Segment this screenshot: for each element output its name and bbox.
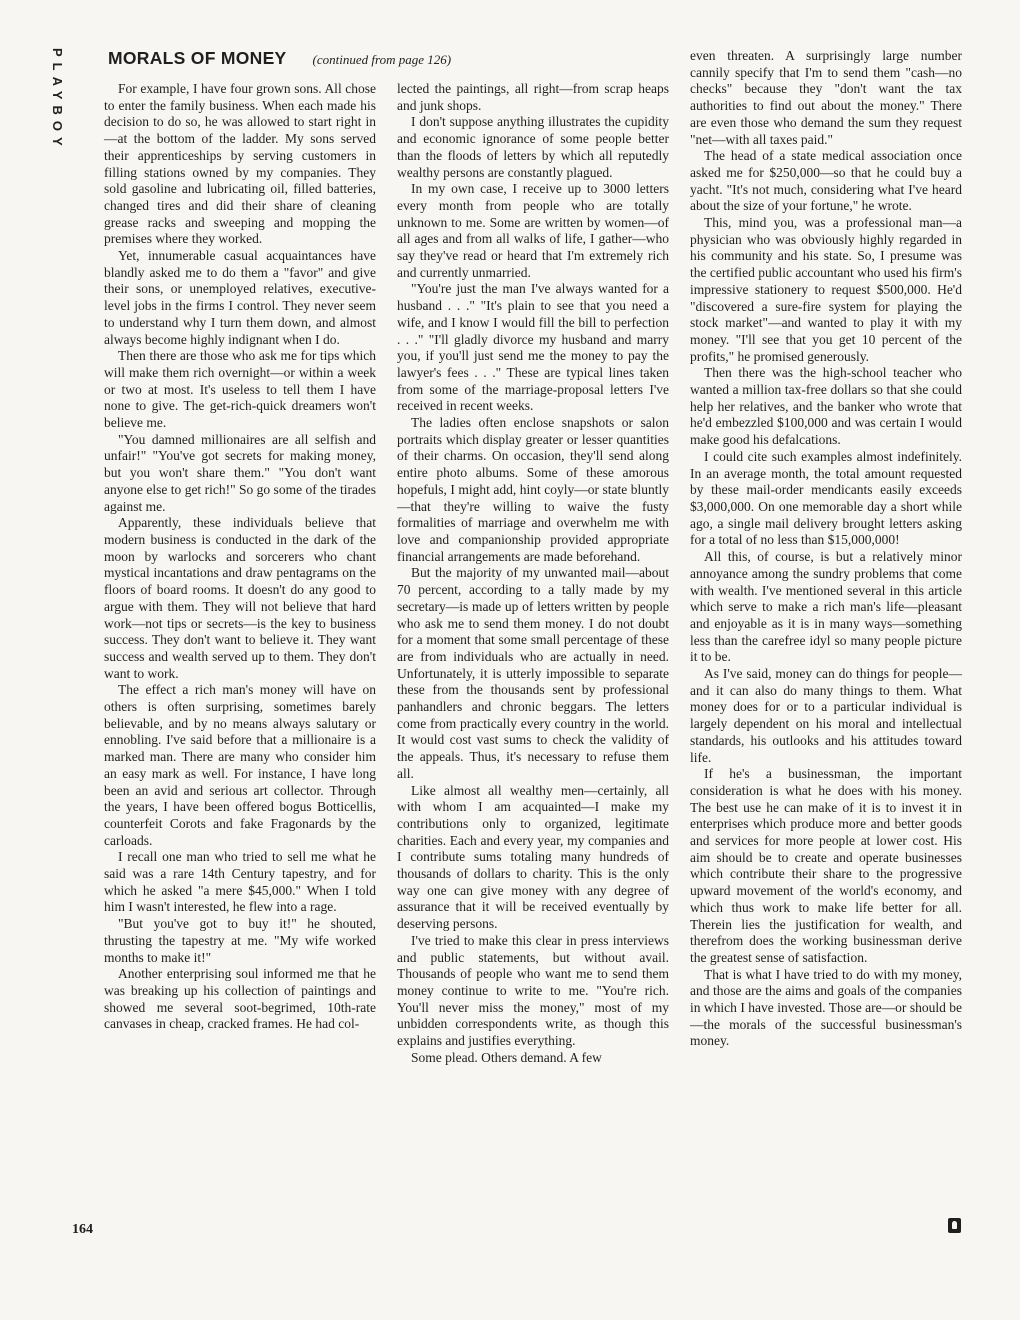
text-column-2 xyxy=(397,81,669,1066)
paragraph: Yet, innumerable casual acquaintances have blandly asked me to do them a "favor" and give their sons, or unemployed relatives, executive-level jobs in the firms I control. They never seem to understand why I turn them down, and almost always become highly indignant when I do. xyxy=(104,248,376,347)
paragraph: lected the paintings, all right—from scrap heaps and junk shops. xyxy=(397,81,669,113)
paragraph: The ladies often enclose snapshots or salon portraits which display greater or lesser quantities of their charms. On occasion, they'll send along entire photo albums. Some of these amorous hopefuls, I might add, hint coyly—or state bluntly—that they're willing to waive the fusty formalities of marriage and overwhelm me with love and companionship provided appropriate financial arrangements are made beforehand. xyxy=(397,415,669,564)
paragraph: If he's a businessman, the important consideration is what he does with his money. The best use he can make of it is to invest it in enterprises which produce more and better goods and services for more people at lower cost. His aim should be to create and operate businesses which contribute their share to the progressive upward movement of the world's economy, and which thus work to make life better for all. Therein lies the justification for wealth, and therefrom does the working businessman derive the greatest sense of satisfaction. xyxy=(690,766,962,965)
text-column-3 xyxy=(690,48,962,1050)
paragraph: Some plead. Others demand. A few xyxy=(411,1049,602,1065)
paragraph: I could cite such examples almost indefinitely. In an average month, the total amount requested by these mail-order mendicants easily exceeds $3,000,000. On one memorable day a short while ago, a single mail delivery brought letters asking for a total of no less than $15,000,000! xyxy=(690,448,962,548)
paragraph: All this, of course, is but a relatively minor annoyance among the sundry problems that come with wealth. I've mentioned several in this article which serve to make a rich man's life—pleasant and enjoyable as it is in many ways—something less than the carefree idyl so many people picture it to be. xyxy=(690,549,962,665)
paragraph: Then there are those who ask me for tips which will make them rich overnight—or within a week or two at most. It's useless to tell them I have none to give. The get-rich-quick dreamers won't believe me. xyxy=(104,348,376,431)
paragraph: Then there was the high-school teacher who wanted a million tax-free dollars so that she could help her relatives, and the banker who wrote that he'd embezzled $100,000 and was certain I would make good his defalcations. xyxy=(690,365,962,448)
paragraph: Like almost all wealthy men—certainly, all with whom I am acquainted—I make my contributions only to organized, legitimate charities. Each and every year, my companies and I contribute sums totaling many hundreds of thousands of dollars to charity. This is the only way one can give money with any degree of assurance that it will be received eventually by deserving persons. xyxy=(397,782,669,932)
paragraph: "You're just the man I've always wanted for a husband . . ." "It's plain to see that you need a wife, and I know I would fill the bill to perfection . . ." "I'll gladly divorce my husband and marry you, if you'll just send me the money to pay the lawyer's fees . . ." These are typical lines taken from some of the marriage-proposal letters I've received in recent weeks. xyxy=(397,281,669,414)
paragraph: In my own case, I receive up to 3000 letters every month from people who are totally unknown to me. Some are written by women—of all ages and from all walks of life, I gather—who say they've read or heard that I'm extremely rich and currently unmarried. xyxy=(397,181,669,280)
paragraph: For example, I have four grown sons. All chose to enter the family business. When each made his decision to do so, he was allowed to start right in—at the bottom of the ladder. My sons served their apprenticeships by serving customers in filling stations owned by my companies. They sold gasoline and lubricating oil, filled batteries, changed tires and did their share of cleaning grease racks and sweeping and mopping the premises where they worked. xyxy=(104,81,376,247)
paragraph: The head of a state medical association once asked me for $250,000—so that he could buy a yacht. "It's not much, considering what I've heard about the size of your fortune," he wrote. xyxy=(690,148,962,214)
paragraph: "You damned millionaires are all selfish and unfair!" "You've got secrets for making money, but you won't share them." "You don't want anyone else to get rich!" So go some of the tirades against me. xyxy=(104,431,376,514)
end-of-article-icon xyxy=(948,1218,961,1233)
page-number: 164 xyxy=(72,1222,93,1237)
magazine-name: PLAYBOY xyxy=(50,48,65,152)
paragraph: I don't suppose anything illustrates the cupidity and economic ignorance of some people better than the floods of letters by which all reputedly wealthy persons are constantly plagued. xyxy=(397,114,669,180)
paragraph: This, mind you, was a professional man—a physician who was obviously highly regarded in his community and his state. So, I presume was the certified public accountant who used his firm's impressive stationery to request $500,000. He'd "discovered a sure-fire system for playing the stock market"—and wanted to play it with my money. "I'll see that you get 10 percent of the profits," he promised generously. xyxy=(690,215,962,364)
paragraph: "But you've got to buy it!" he shouted, thrusting the tapestry at me. "My wife worked months to make it!" xyxy=(104,916,376,965)
paragraph: Another enterprising soul informed me that he was breaking up his collection of paintings and showed me several soot-begrimed, 10th-rate canvases in cheap, cracked frames. He had col- xyxy=(104,966,376,1032)
article-title: MORALS OF MONEY xyxy=(108,48,287,68)
paragraph: That is what I have tried to do with my money, and those are the aims and goals of the companies in which I have invested. Those are—or should be—the morals of the successful businessman's money. xyxy=(690,966,962,1049)
paragraph: I've tried to make this clear in press interviews and public statements, but without avail. Thousands of people who want me to send them money continue to write to me. "You're rich. You'll never miss the money," most of my unbidden correspondents write, as though this explains and justifies everything. xyxy=(397,932,669,1049)
paragraph: But the majority of my unwanted mail—about 70 percent, according to a tally made by my secretary—is made up of letters written by people who ask me to send them money. I do not doubt for a moment that some small percentage of these are from individuals who are actually in need. Unfortunately, it is utterly impossible to separate these from the thousands sent by professional panhandlers and chronic beggars. The letters come from practically every country in the world. It would cost vast sums to check the validity of the appeals. Thus, it's necessary to refuse them all. xyxy=(397,565,669,781)
paragraph: The effect a rich man's money will have on others is often surprising, sometimes barely believable, and by no means always salutary or ennobling. I've said before that a millionaire is a marked man. There are many who consider him an easy mark as well. For instance, I have long been an avid and serious art collector. Through the years, I have been offered bogus Botticellis, counterfeit Corots and fake Fragonards by the carloads. xyxy=(104,682,376,848)
text-column-1 xyxy=(104,81,376,1033)
continuation-note: (continued from page 126) xyxy=(312,52,452,67)
paragraph: As I've said, money can do things for people—and it can also do many things to them. What money does for or to a particular individual is largely dependent on his moral and intellectual standards, his outlooks and his attitudes toward life. xyxy=(690,666,962,765)
paragraph: even threaten. A surprisingly large number cannily specify that I'm to send them "cash—no checks" because they "don't want the tax authorities to find out about the money." There are even those who demand the sum they request "net—with all taxes paid." xyxy=(690,48,962,147)
paragraph: Apparently, these individuals believe that modern business is conducted in the dark of the moon by warlocks and sorcerers who chant mystical incantations and draw pentagrams on the floors of board rooms. It doesn't do any good to argue with them. They will not believe that hard work—not tips or secrets—is the key to business success. They don't want to believe it. They want success and wealth served up to them. They don't want to work. xyxy=(104,515,376,681)
article-header xyxy=(108,48,451,69)
paragraph: I recall one man who tried to sell me what he said was a rare 14th Century tapestry, and for which he asked "a mere $45,000." When I told him I wasn't interested, he flew into a rage. xyxy=(104,849,376,915)
